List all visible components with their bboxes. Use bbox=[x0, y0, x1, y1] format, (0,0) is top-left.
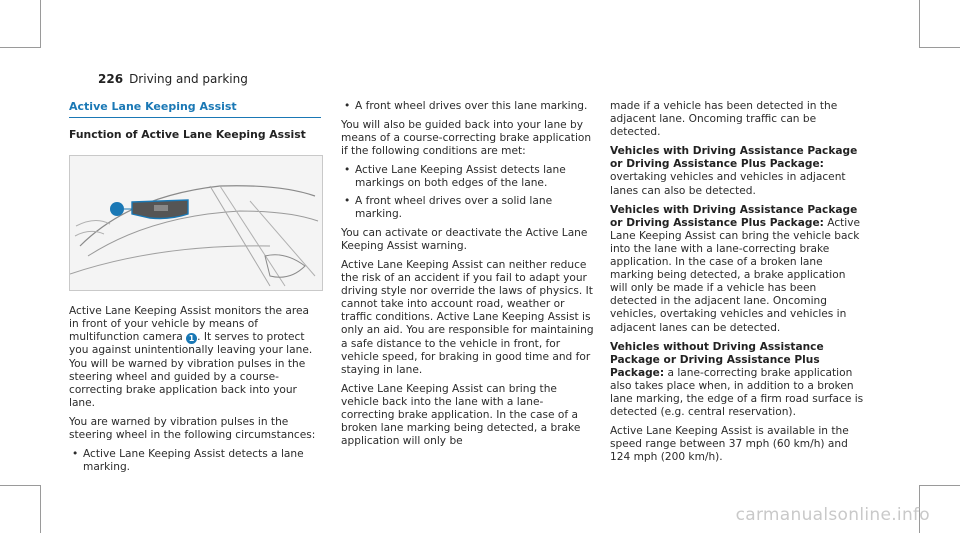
bullet-list bbox=[69, 448, 321, 474]
crop-mark bbox=[0, 485, 41, 486]
subsection-title: Function of Active Lane Keeping Assist bbox=[69, 128, 306, 142]
list-item: • A front wheel drives over this lane marking. bbox=[341, 100, 596, 113]
paragraph bbox=[610, 341, 865, 420]
paragraph bbox=[69, 305, 321, 410]
callout-badge: 1 bbox=[186, 333, 197, 344]
crop-mark bbox=[0, 47, 41, 48]
bold-lead: Vehicles with Driving Assistance Package or Driving Assistance Plus Package: bbox=[610, 145, 858, 171]
page-number: 226 bbox=[98, 72, 124, 86]
column-2 bbox=[341, 100, 596, 454]
column-3 bbox=[610, 100, 865, 470]
bullet-list bbox=[341, 164, 596, 220]
text: . It serves to protect you against unintentionally leaving your lane. You will be warned by vibration pulses in the steering wheel and guided by a course-correcting brake application back into your lane. bbox=[69, 331, 313, 409]
text: a lane-correcting brake application also takes place when, in addition to a broken lane marking, the edge of a firm road surface is detected (e.g. central reservation). bbox=[610, 366, 864, 419]
bold-lead: Vehicles with Driving Assistance Package or Driving Assistance Plus Package: bbox=[610, 203, 858, 229]
watermark: carmanualsonline.info bbox=[735, 505, 930, 525]
paragraph bbox=[610, 204, 865, 335]
text: Active Lane Keeping Assist can bring the vehicle back into the lane with a lane-correcting brake application. In the case of a broken lane marking being detected, a brake application will only be made if a vehicle has been detected in the adjacent lane. Oncoming vehicles, overtaking vehicles and vehicles in adjacent lanes can be detected. bbox=[610, 216, 861, 334]
section-title: Active Lane Keeping Assist bbox=[69, 100, 321, 118]
paragraph bbox=[610, 145, 865, 197]
bullet-list bbox=[341, 100, 596, 113]
paragraph: Active Lane Keeping Assist can bring the vehicle back into the lane with a lane-correcting brake application. In the case of a broken lane marking being detected, a brake application will only be bbox=[341, 382, 581, 448]
crop-mark bbox=[919, 47, 960, 48]
crop-mark bbox=[40, 0, 41, 48]
paragraph: You can activate or deactivate the Active Lane Keeping Assist warning. bbox=[341, 226, 588, 252]
list-item: • Active Lane Keeping Assist detects lane markings on both edges of the lane. bbox=[341, 164, 596, 190]
paragraph: You are warned by vibration pulses in the steering wheel in the following circumstances: bbox=[69, 415, 316, 442]
paragraph: made if a vehicle has been detected in the adjacent lane. Oncoming traffic can be detected. bbox=[610, 100, 838, 139]
list-item: • A front wheel drives over a solid lane marking. bbox=[341, 195, 596, 221]
bold-lead: Vehicles without Driving Assistance Package or Driving Assistance Plus Package: bbox=[610, 340, 824, 379]
crop-mark bbox=[919, 0, 920, 48]
paragraph: You will also be guided back into your lane by means of a course-correcting brake application if the following conditions are met: bbox=[341, 119, 592, 158]
text: Active Lane Keeping Assist monitors the area in front of your vehicle by means of multifunction camera bbox=[69, 305, 310, 344]
paragraph: Active Lane Keeping Assist can neither reduce the risk of an accident if you fail to adapt your driving style nor override the laws of physics. It cannot take into account road, weather or traffic conditions. Active Lane Keeping Assist is only an aid. You are responsible for maintaining a safe distance to the vehicle in front, for vehicle speed, for braking in good time and for staying in lane. bbox=[341, 258, 594, 376]
text: overtaking vehicles and vehicles in adjacent lanes can also be detected. bbox=[610, 171, 846, 197]
list-item: • Active Lane Keeping Assist detects a lane marking. bbox=[69, 448, 321, 474]
section-name: Driving and parking bbox=[129, 72, 248, 86]
car-interior-illustration bbox=[70, 156, 322, 290]
paragraph: Active Lane Keeping Assist is available in the speed range between 37 mph (60 km/h) and 124 mph (200 km/h). bbox=[610, 425, 849, 464]
page-header bbox=[98, 72, 248, 86]
figure-callout-1: 1 bbox=[366, 71, 372, 81]
crop-mark bbox=[919, 485, 960, 486]
crop-mark bbox=[40, 485, 41, 533]
